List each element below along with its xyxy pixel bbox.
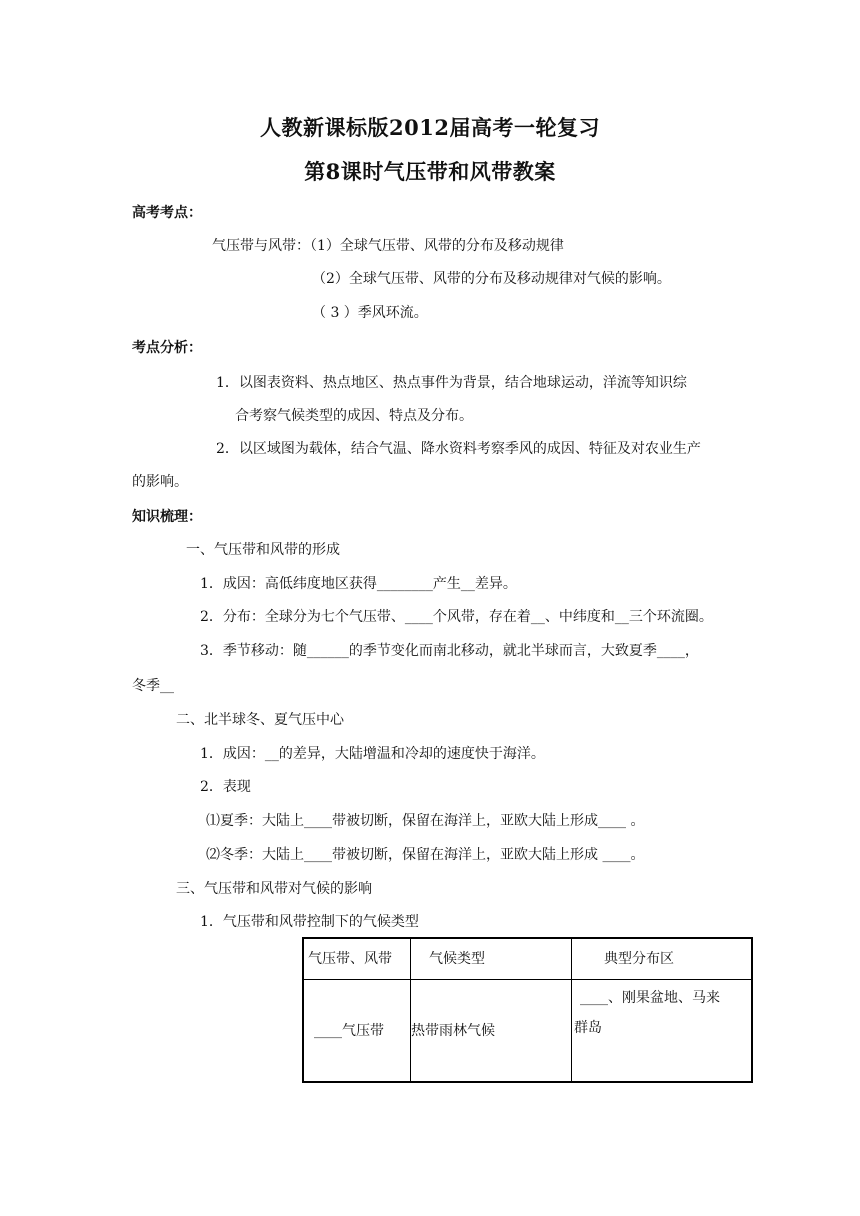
section-2-item-2: 2．表现 bbox=[200, 779, 251, 795]
analysis-2-line2: 的影响。 bbox=[132, 474, 188, 490]
analysis-1-line2: 合考察气候类型的成因、特点及分布。 bbox=[235, 408, 473, 424]
table-cell: ____气压带 bbox=[303, 980, 411, 1083]
table-header-cell: 典型分布区 bbox=[572, 938, 753, 980]
knowledge-heading: 知识梳理： bbox=[132, 509, 202, 525]
table-header-row bbox=[303, 938, 752, 980]
section-2-item-1: 1．成因：__的差异，大陆增温和冷却的速度快于海洋。 bbox=[200, 746, 545, 762]
table-cell: ____、刚果盆地、马来 群岛 bbox=[572, 980, 753, 1083]
table-row bbox=[303, 980, 752, 1083]
table-header-cell: 气候类型 bbox=[411, 938, 572, 980]
climate-table bbox=[302, 937, 753, 1083]
document-subtitle: 第8课时气压带和风带教案 bbox=[304, 159, 556, 184]
section-1-item-2: 2．分布：全球分为七个气压带、____个风带，存在着__、中纬度和__三个环流圈。 bbox=[200, 609, 713, 625]
section-3-item-1: 1．气压带和风带控制下的气候类型 bbox=[200, 914, 419, 930]
exam-point-3: （ 3 ）季风环流。 bbox=[312, 305, 428, 321]
table-cell: 热带雨林气候 bbox=[411, 980, 572, 1083]
section-3-title: 三、气压带和风带对气候的影响 bbox=[176, 881, 372, 897]
section-1-title: 一、气压带和风带的形成 bbox=[186, 542, 340, 558]
exam-point-1: 气压带与风带：（1）全球气压带、风带的分布及移动规律 bbox=[212, 238, 564, 254]
exam-points-heading: 高考考点： bbox=[132, 205, 202, 221]
analysis-1-line1: 1．以图表资料、热点地区、热点事件为背景，结合地球运动，洋流等知识综 bbox=[216, 375, 687, 391]
analysis-2-line1: 2．以区域图为载体，结合气温、降水资料考察季风的成因、特征及对农业生产 bbox=[216, 441, 701, 457]
exam-point-2: （2）全球气压带、风带的分布及移动规律对气候的影响。 bbox=[312, 271, 671, 287]
section-1-item-3: 3．季节移动：随______的季节变化而南北移动，就北半球而言，大致夏季____， bbox=[200, 643, 699, 659]
section-1-item-3-cont: 冬季__ bbox=[132, 678, 174, 694]
document-title: 人教新课标版2012届高考一轮复习 bbox=[260, 115, 600, 140]
section-1-item-1: 1．成因：高低纬度地区获得________产生__差异。 bbox=[200, 576, 517, 592]
analysis-heading: 考点分析： bbox=[132, 340, 202, 356]
section-2-item-2a: ⑴夏季：大陆上____带被切断，保留在海洋上，亚欧大陆上形成____ 。 bbox=[206, 813, 645, 829]
section-2-item-2b: ⑵冬季：大陆上____带被切断，保留在海洋上，亚欧大陆上形成 ____。 bbox=[206, 847, 645, 863]
section-2-title: 二、北半球冬、夏气压中心 bbox=[176, 712, 344, 728]
table-header-cell: 气压带、风带 bbox=[303, 938, 411, 980]
